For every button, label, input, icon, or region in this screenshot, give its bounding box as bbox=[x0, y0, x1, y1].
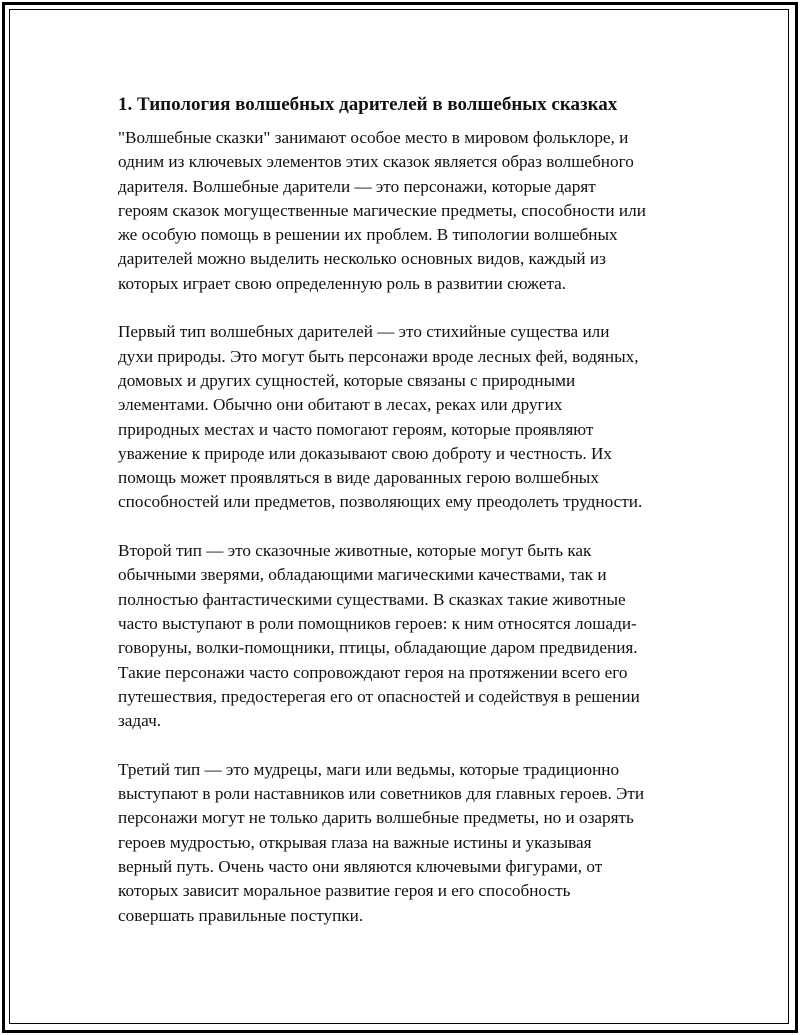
text-line: которых зависит моральное развитие героя и его способность bbox=[118, 881, 571, 901]
text-line: Третий тип — это мудрецы, маги или ведьмы, которые традиционно bbox=[118, 759, 620, 779]
paragraph-third-type bbox=[118, 758, 698, 928]
text-line: персонажи могут не только дарить волшебные предметы, но и озарять bbox=[118, 808, 634, 828]
text-line: героям сказок могущественные магические предметы, способности или bbox=[118, 200, 646, 220]
text-line: же особую помощь в решении их проблем. В типологии волшебных bbox=[118, 225, 618, 245]
text-line: обычными зверями, обладающими магическими качествами, так и bbox=[118, 565, 607, 585]
text-line: Второй тип — это сказочные животные, которые могут быть как bbox=[118, 541, 592, 561]
text-line: дарителей можно выделить несколько основных видов, каждый из bbox=[118, 249, 606, 269]
text-line: природных местах и часто помогают героям, которые проявляют bbox=[118, 419, 594, 439]
document-body bbox=[118, 92, 698, 952]
text-line: говоруны, волки-помощники, птицы, обладающие даром предвидения. bbox=[118, 638, 638, 658]
text-line: совершать правильные поступки. bbox=[118, 905, 364, 925]
text-line: которых играет свою определенную роль в развитии сюжета. bbox=[118, 273, 567, 293]
text-line: помощь может проявляться в виде дарованных герою волшебных bbox=[118, 468, 599, 488]
text-line: задач. bbox=[118, 711, 162, 731]
text-line: "Волшебные сказки" занимают особое место в мировом фольклоре, и bbox=[118, 128, 629, 147]
text-line: элементами. Обычно они обитают в лесах, реках или других bbox=[118, 395, 563, 415]
text-line: Такие персонажи часто сопровождают героя на протяжении всего его bbox=[118, 662, 628, 682]
text-line: домовых и других сущностей, которые связаны с природными bbox=[118, 370, 576, 390]
paragraph-intro bbox=[118, 126, 698, 296]
text-line: полностью фантастическими существами. В сказках такие животные bbox=[118, 589, 626, 609]
text-line: верный путь. Очень часто они являются ключевыми фигурами, от bbox=[118, 856, 603, 876]
text-line: часто выступают в роли помощников героев: к ним относятся лошади- bbox=[118, 613, 637, 633]
text-line: одним из ключевых элементов этих сказок является образ волшебного bbox=[118, 152, 634, 172]
text-line: путешествия, предостерегая его от опасностей и содействуя в решении bbox=[118, 686, 640, 706]
text-line: выступают в роли наставников или советников для главных героев. Эти bbox=[118, 784, 645, 804]
text-line: способностей или предметов, позволяющих ему преодолеть трудности. bbox=[118, 492, 643, 512]
section-heading: 1. Типология волшебных дарителей в волшебных сказках bbox=[118, 94, 618, 115]
paragraph-first-type bbox=[118, 320, 698, 514]
text-line: уважение к природе или доказывают свою доброту и честность. Их bbox=[118, 443, 613, 463]
text-line: дарителя. Волшебные дарители — это персонажи, которые дарят bbox=[118, 176, 596, 196]
text-line: Первый тип волшебных дарителей — это стихийные существа или bbox=[118, 322, 610, 342]
text-line: духи природы. Это могут быть персонажи вроде лесных фей, водяных, bbox=[118, 346, 639, 366]
text-line: героев мудростью, открывая глаза на важные истины и указывая bbox=[118, 832, 592, 852]
paragraph-second-type bbox=[118, 539, 698, 733]
